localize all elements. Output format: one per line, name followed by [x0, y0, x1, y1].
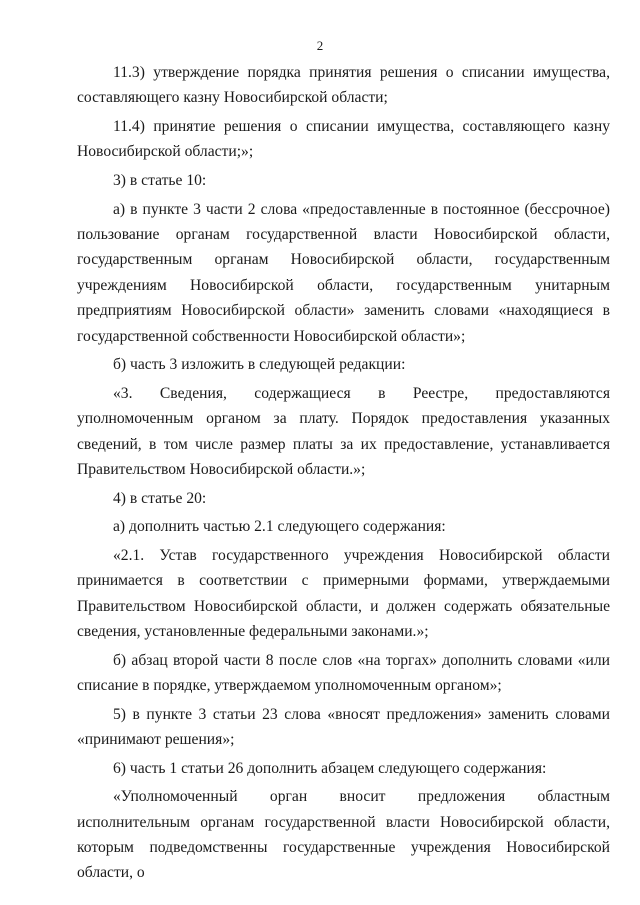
paragraph-article-26: 6) часть 1 статьи 26 дополнить абзацем следующего содержания:	[113, 759, 547, 777]
paragraph-authorized-body: «Уполномоченный орган вносит предложения областным исполнительным органам государственной власти Новосибирской области, которым подведомственны государственные учреждения Новосибирской области, о	[77, 788, 610, 882]
paragraph-article-10-a: а) в пункте 3 части 2 слова «предоставленные в постоянное (бессрочное) пользование органам государственной власти Новосибирской области, государственным органам Новосибирской области, государственным учреждениям Новосибирской области, государственным унитарным предприятиям Новосибирской области» заменить словами «находящиеся в государственной собственности Новосибирской области»;	[77, 200, 610, 345]
paragraph-article-10-b: б) часть 3 изложить в следующей редакции:	[113, 356, 406, 374]
paragraph-registry-info: «3. Сведения, содержащиеся в Реестре, предоставляются уполномоченным органом за плату. Порядок предоставления указанных сведений, в том числе размер платы за их предоставление, устанавливается Правительством Новосибирской области.»;	[77, 384, 610, 479]
paragraph-article-20: 4) в статье 20:	[113, 489, 207, 507]
paragraph-article-20-b: б) абзац второй части 8 после слов «на торгах» дополнить словами «или списание в порядке, утверждаемом уполномоченным органом»;	[77, 651, 610, 695]
paragraph-article-10: 3) в статье 10:	[113, 172, 207, 189]
paragraph-11-4: 11.4) принятие решения о списании имущества, составляющего казну Новосибирской области;»;	[77, 118, 610, 161]
paragraph-11-3: 11.3) утверждение порядка принятия решения о списании имущества, составляющего казну Новосибирской области;	[77, 64, 610, 107]
document-body	[77, 60, 610, 889]
page-number: 2	[316, 38, 324, 53]
paragraph-article-20-a: а) дополнить частью 2.1 следующего содержания:	[113, 518, 446, 536]
paragraph-article-23: 5) в пункте 3 статьи 23 слова «вносят предложения» заменить словами «принимают решения»;	[77, 705, 610, 749]
paragraph-charter: «2.1. Устав государственного учреждения Новосибирской области принимается в соответствии с примерными формами, утверждаемыми Правительством Новосибирской области, и должен содержать обязательные сведения, установленные федеральными законами.»;	[77, 546, 610, 641]
